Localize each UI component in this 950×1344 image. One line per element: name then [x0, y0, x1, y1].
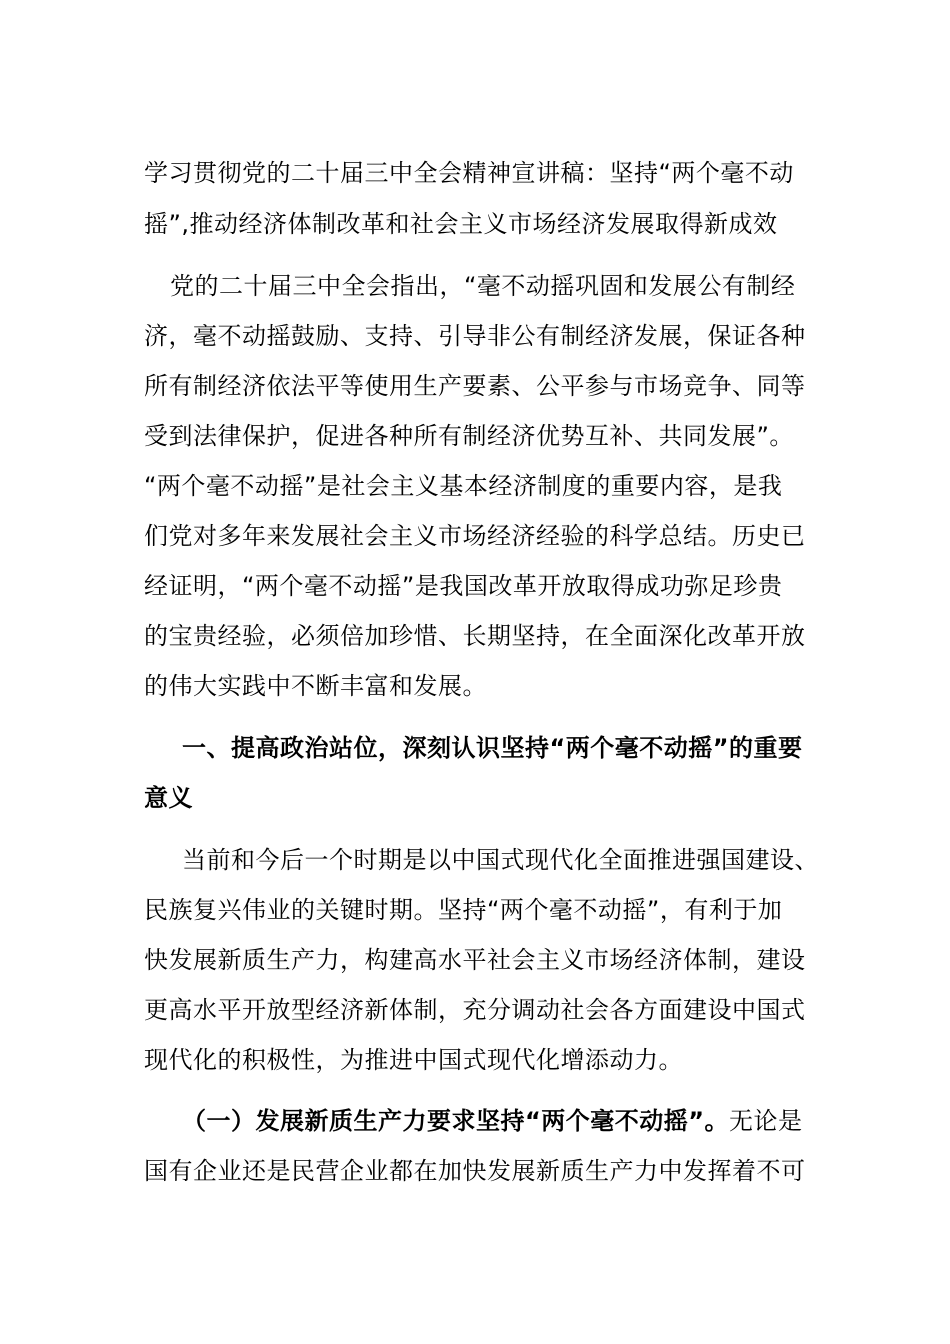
intro-paragraph-line: 所有制经济依法平等使用生产要素、公平参与市场竞争、同等	[144, 372, 806, 400]
document-title-line-1: 学习贯彻党的二十届三中全会精神宣讲稿：坚持“两个毫不动	[144, 159, 794, 187]
intro-paragraph-line: 的宝贵经验，必须倍加珍惜、长期坚持，在全面深化改革开放	[144, 622, 806, 650]
subsection-heading: （一）发展新质生产力要求坚持“两个毫不动摇”。	[182, 1107, 730, 1135]
intro-paragraph-line: 们党对多年来发展社会主义市场经济经验的科学总结。历史已	[144, 522, 806, 550]
subsection-paragraph-line	[182, 1106, 803, 1136]
section-paragraph-line: 快发展新质生产力，构建高水平社会主义市场经济体制，建设	[144, 946, 806, 974]
section-paragraph-line: 民族复兴伟业的关键时期。坚持“两个毫不动摇”，有利于加	[144, 896, 783, 924]
subsection-paragraph-line: 国有企业还是民营企业都在加快发展新质生产力中发挥着不可	[144, 1157, 806, 1185]
section-paragraph-line: 当前和今后一个时期是以中国式现代化全面推进强国建设、	[182, 846, 819, 874]
document-title-line-2: 摇”,推动经济体制改革和社会主义市场经济发展取得新成效	[144, 210, 778, 238]
section-paragraph-line: 现代化的积极性，为推进中国式现代化增添动力。	[144, 1046, 683, 1074]
intro-paragraph-line: 的伟大实践中不断丰富和发展。	[144, 672, 487, 700]
intro-paragraph-line: 济，毫不动摇鼓励、支持、引导非公有制经济发展，保证各种	[144, 322, 806, 350]
intro-paragraph-line: “两个毫不动摇”是社会主义基本经济制度的重要内容，是我	[144, 472, 783, 500]
section-heading-line: 一、提高政治站位，深刻认识坚持“两个毫不动摇”的重要	[182, 734, 803, 762]
subsection-text: 无论是	[729, 1107, 803, 1135]
intro-paragraph-line: 经证明，“两个毫不动摇”是我国改革开放取得成功弥足珍贵	[144, 572, 783, 600]
section-paragraph-line: 更高水平开放型经济新体制，充分调动社会各方面建设中国式	[144, 996, 806, 1024]
intro-paragraph-line: 党的二十届三中全会指出，“毫不动摇巩固和发展公有制经	[170, 272, 796, 300]
section-heading-line: 意义	[144, 784, 193, 812]
intro-paragraph-line: 受到法律保护，促进各种所有制经济优势互补、共同发展”。	[144, 422, 794, 450]
